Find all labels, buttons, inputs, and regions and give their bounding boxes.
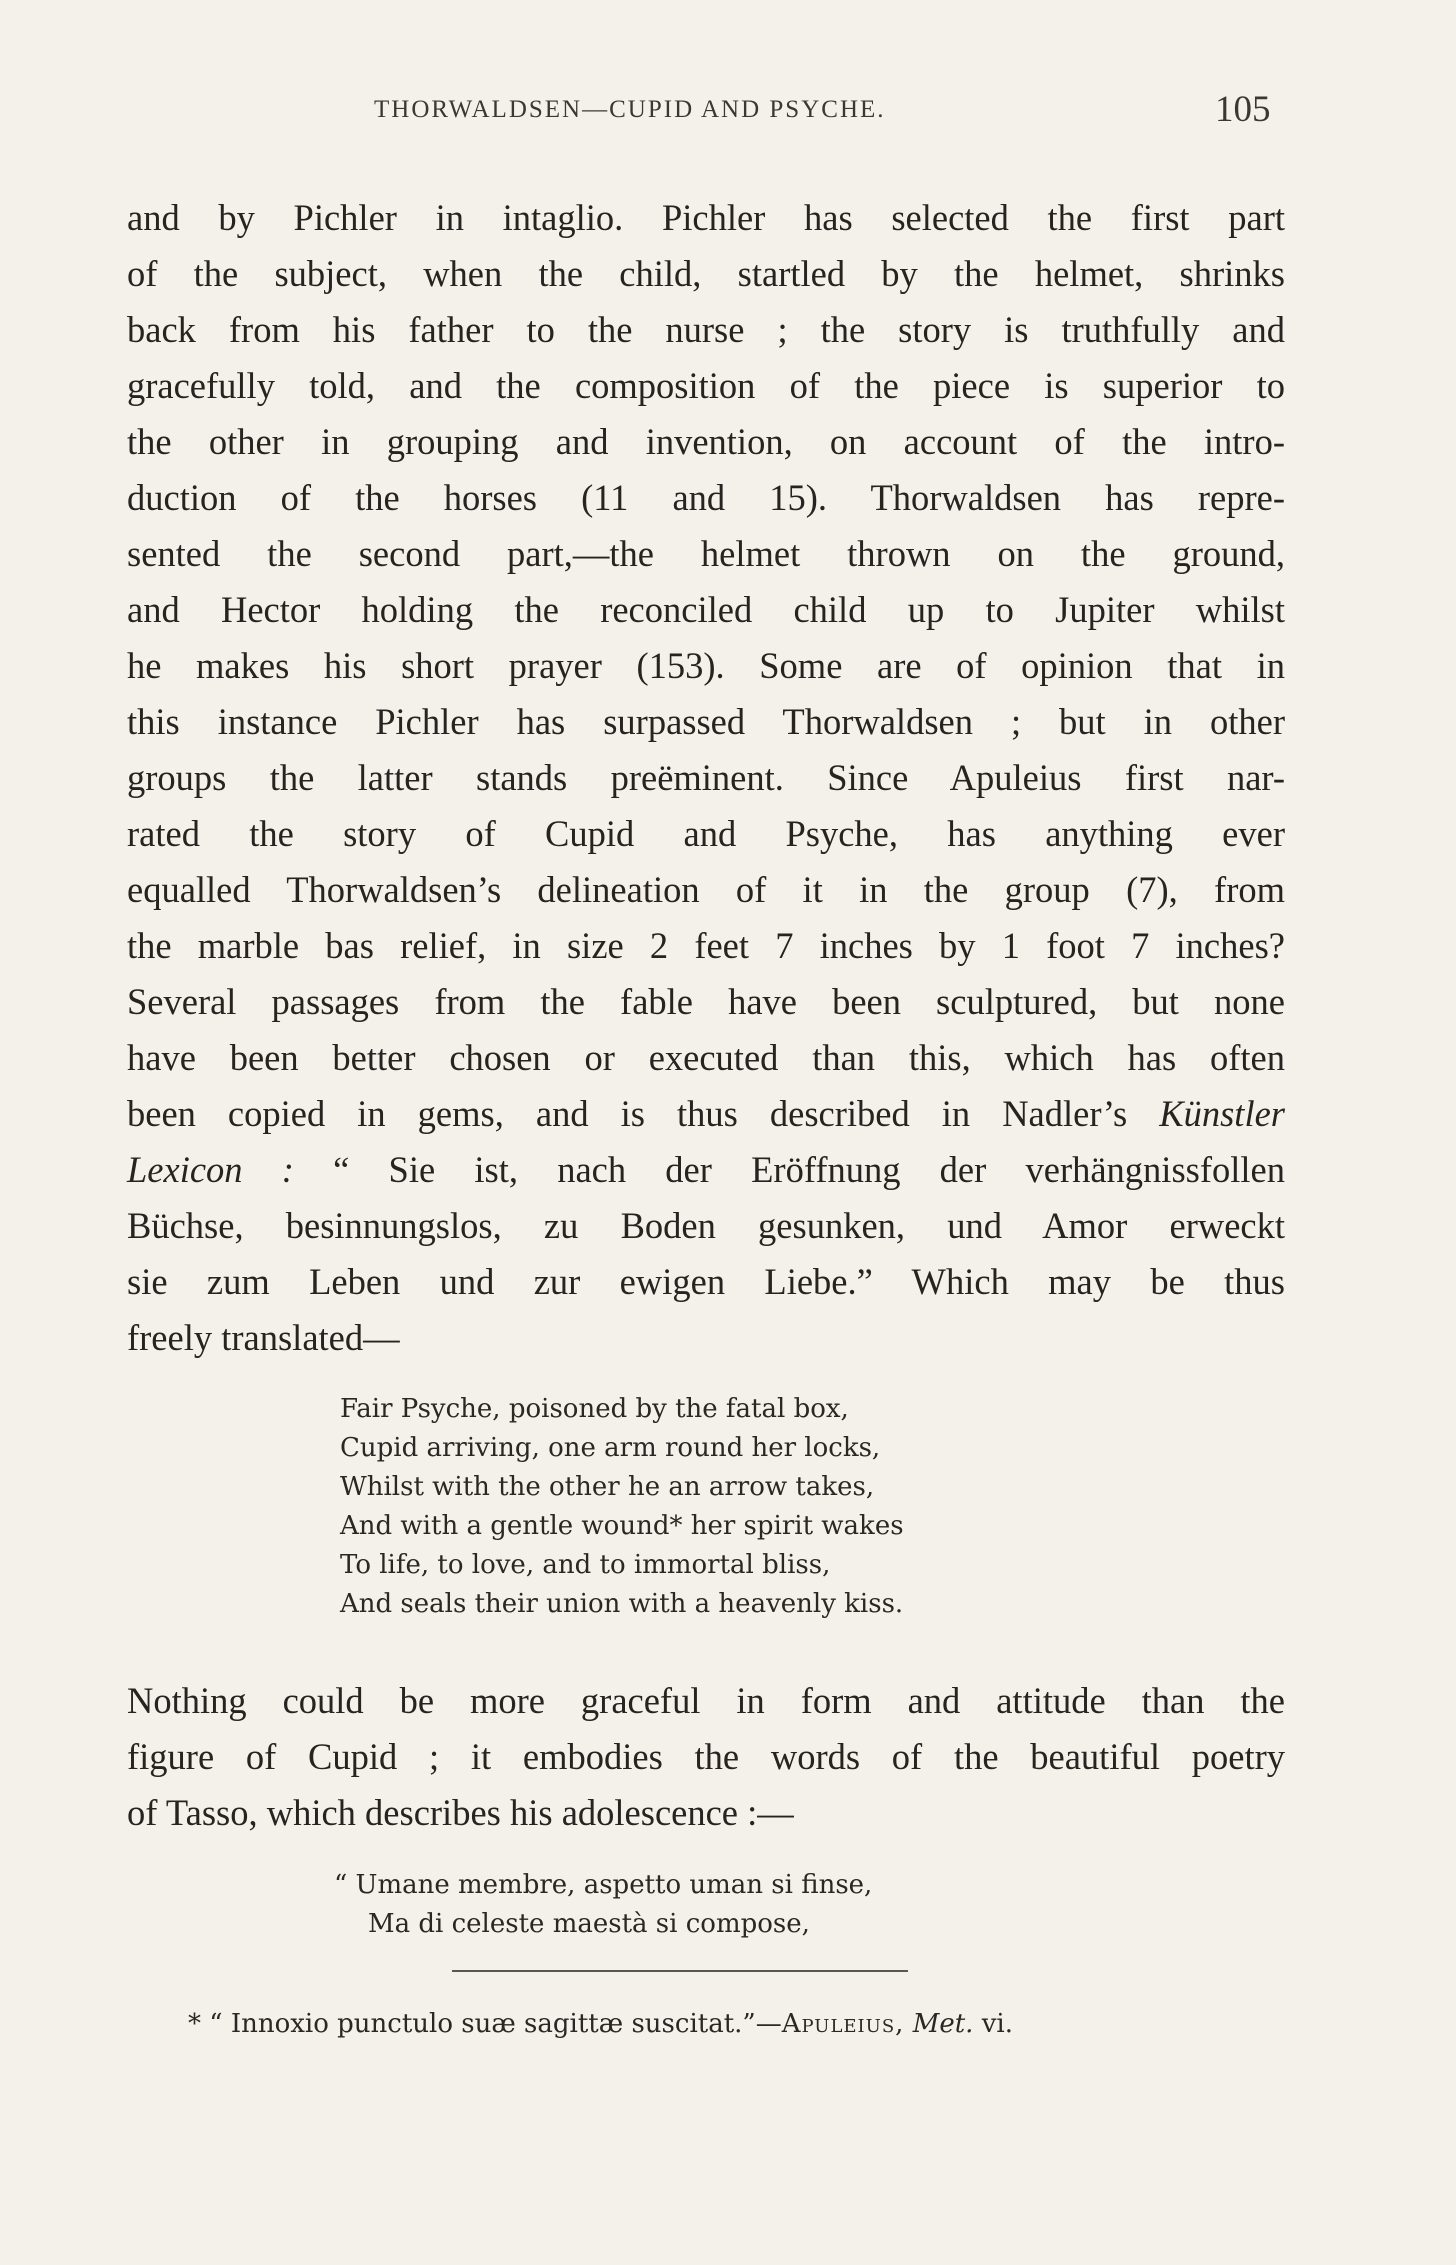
text-line: groups the latter stands preëminent. Since Apuleius first nar- [127,757,1285,798]
verse-line: Whilst with the other he an arrow takes, [340,1472,875,1502]
text-line: back from his father to the nurse ; the story is truthfully and [127,309,1285,350]
verse-line: And with a gentle wound* her spirit wakes [340,1511,904,1541]
text-line: sie zum Leben und zur ewigen Liebe.” Which may be thus [127,1261,1285,1302]
verse-line: Cupid arriving, one arm round her locks, [340,1433,881,1463]
text-line: gracefully told, and the composition of the piece is superior to [127,365,1285,406]
italic-title: Lexicon : [127,1149,294,1190]
footnote-author: Apuleius, [781,2009,905,2039]
text-line: Several passages from the fable have been sculptured, but none [127,981,1285,1022]
verse-translation [340,1390,1100,1624]
text-line: figure of Cupid ; it embodies the words of the beautiful poetry [127,1736,1285,1777]
text-line: and by Pichler in intaglio. Pichler has selected the first part [127,197,1285,238]
quote-line: Ma di celeste maestà si compose, [368,1909,810,1939]
verse-line: Fair Psyche, poisoned by the fatal box, [340,1394,849,1424]
footnote-work: Met. [912,2009,974,2039]
text-line: the marble bas relief, in size 2 feet 7 inches by 1 foot 7 inches? [127,925,1285,966]
text-line: equalled Thorwaldsen’s delineation of it in the group (7), from [127,869,1285,910]
footnote-book: vi. [981,2009,1013,2039]
text-line: and Hector holding the reconciled child up to Jupiter whilst [127,589,1285,630]
text-line: he makes his short prayer (153). Some are of opinion that in [127,645,1285,686]
footnote-rule [452,1970,908,1972]
page-number: 105 [1215,89,1271,130]
text-line: freely translated— [127,1317,400,1358]
text-line-with-italic [127,1086,1285,1142]
text-line: rated the story of Cupid and Psyche, has anything ever [127,813,1285,854]
text-line: duction of the horses (11 and 15). Thorwaldsen has repre- [127,477,1285,518]
footnote [188,2004,1288,2044]
paragraph-1 [127,190,1285,1366]
running-head: THORWALDSEN—CUPID AND PSYCHE. [374,96,886,123]
text-line: have been better chosen or executed than this, which has often [127,1037,1285,1078]
tasso-quote [334,1866,1094,1944]
text-line: the other in grouping and invention, on account of the intro- [127,421,1285,462]
footnote-marker: * [188,2009,201,2039]
text-line: of the subject, when the child, startled by the helmet, shrinks [127,253,1285,294]
text-line-with-italic [127,1142,1285,1198]
verse-line: To life, to love, and to immortal bliss, [340,1550,831,1580]
text-line: of Tasso, which describes his adolescence :— [127,1792,794,1833]
text-line: Nothing could be more graceful in form and attitude than the [127,1680,1285,1721]
text-run: been copied in gems, and is thus described in Nadler’s [127,1093,1128,1134]
quote-line: “ Umane membre, aspetto uman si finse, [334,1870,873,1900]
verse-line: And seals their union with a heavenly kiss. [340,1589,904,1619]
text-line: Büchse, besinnungslos, zu Boden gesunken, und Amor erweckt [127,1205,1285,1246]
paragraph-2 [127,1673,1285,1841]
text-run: “ Sie ist, nach der Eröffnung der verhängnissfollen [333,1149,1285,1190]
text-line: this instance Pichler has surpassed Thorwaldsen ; but in other [127,701,1285,742]
footnote-text: “ Innoxio punctulo suæ sagittæ suscitat.”— [209,2009,782,2039]
italic-title: Künstler [1159,1093,1285,1134]
text-line: sented the second part,—the helmet thrown on the ground, [127,533,1285,574]
